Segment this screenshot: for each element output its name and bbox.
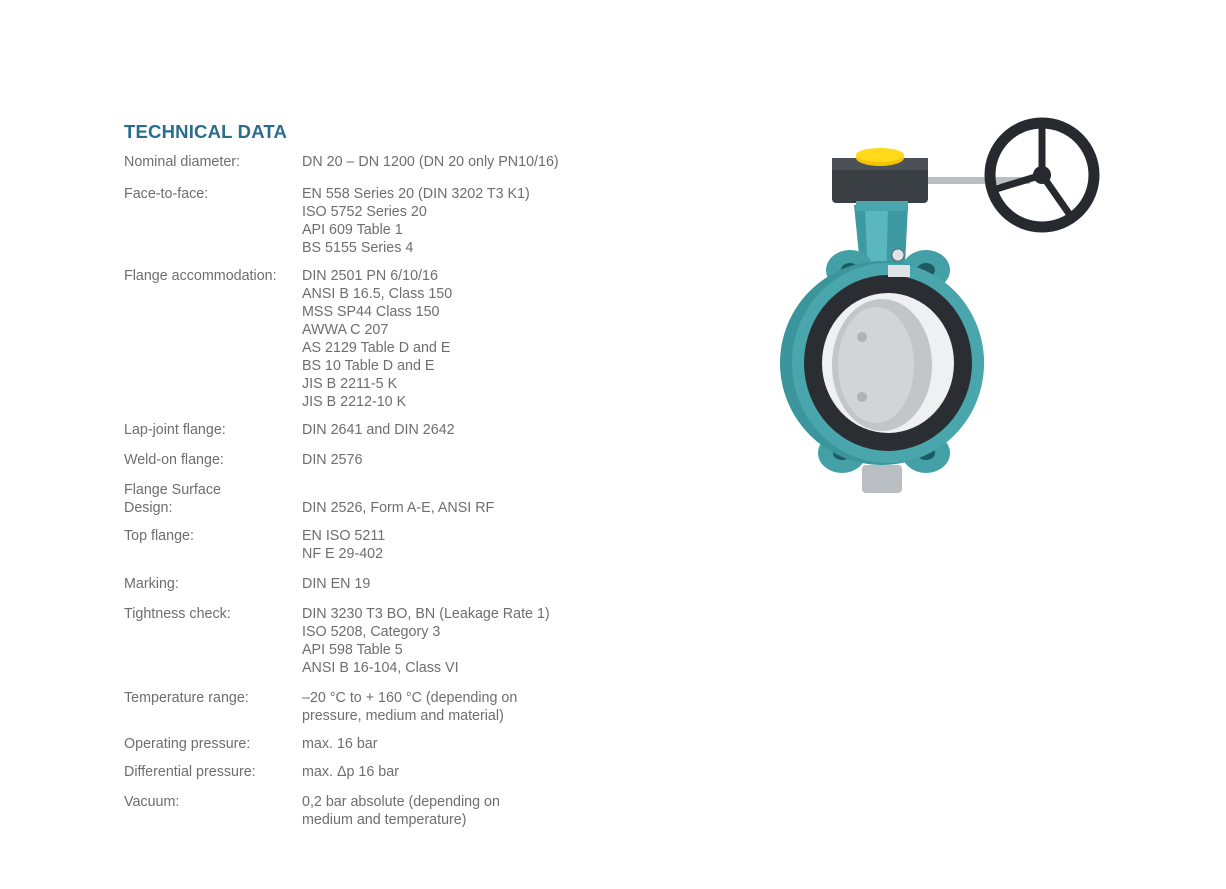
spec-row [124,185,644,257]
spec-values [302,421,644,439]
spec-value [302,481,644,499]
spec-value: EN ISO 5211 [302,528,386,544]
spec-value: medium and temperature) [302,812,467,828]
spec-value: API 598 Table 5 [302,642,403,658]
butterfly-valve-image [770,105,1100,505]
spec-label [124,735,302,753]
handwheel-icon [990,123,1094,227]
spec-label-line: Temperature range: [124,690,249,706]
spec-value: BS 10 Table D and E [302,358,435,374]
spec-value: DIN 2641 and DIN 2642 [302,422,455,438]
spec-row [124,689,644,725]
spec-label [124,575,302,593]
spec-label-line: Vacuum: [124,794,180,810]
spec-values [302,481,644,517]
spec-value: NF E 29-402 [302,546,384,562]
spec-row [124,153,644,171]
spec-value: BS 5155 Series 4 [302,240,414,256]
spec-value: ANSI B 16.5, Class 150 [302,286,453,302]
spec-value: JIS B 2212-10 K [302,394,407,410]
spec-value: pressure, medium and material) [302,708,504,724]
spec-values [302,267,644,411]
spec-value: API 609 Table 1 [302,222,403,238]
spec-value: EN 558 Series 20 (DIN 3202 T3 K1) [302,186,530,202]
spec-values [302,527,644,563]
spec-row [124,451,644,469]
spec-label [124,605,302,677]
spec-value: DN 20 – DN 1200 (DN 20 only PN10/16) [302,154,559,170]
spec-values [302,605,644,677]
spec-label-line: Face-to-face: [124,186,209,202]
spec-label-line: Design: [124,500,173,516]
spec-label-line: Flange Surface [124,482,221,498]
spec-values [302,793,644,829]
spec-label [124,267,302,411]
spec-values [302,763,644,781]
spec-label-line: Differential pressure: [124,764,256,780]
spec-row [124,527,644,563]
spec-label-line: Marking: [124,576,179,592]
technical-data-table [124,153,644,829]
spec-row [124,605,644,677]
spec-value: DIN 2576 [302,452,363,468]
spec-values [302,153,644,171]
spec-label [124,185,302,257]
spec-row [124,267,644,411]
spec-label [124,527,302,563]
spec-value: max. 16 bar [302,736,378,752]
spec-values [302,735,644,753]
spec-value: 0,2 bar absolute (depending on [302,794,500,810]
spec-value: max. Δp 16 bar [302,764,399,780]
spec-label [124,421,302,439]
spec-label [124,481,302,517]
spec-label [124,153,302,171]
spec-value: DIN 3230 T3 BO, BN (Leakage Rate 1) [302,606,550,622]
spec-label-line: Operating pressure: [124,736,251,752]
spec-label-line: Flange accommodation: [124,268,277,284]
spec-row [124,793,644,829]
spec-value: ANSI B 16-104, Class VI [302,660,459,676]
spec-value: MSS SP44 Class 150 [302,304,440,320]
spec-label [124,793,302,829]
spec-value: DIN EN 19 [302,576,371,592]
spec-row [124,763,644,781]
spec-values [302,185,644,257]
spec-values [302,451,644,469]
spec-value: DIN 2501 PN 6/10/16 [302,268,438,284]
spec-value: DIN 2526, Form A-E, ANSI RF [302,500,495,516]
spec-label-line: Lap-joint flange: [124,422,226,438]
spec-value: –20 °C to + 160 °C (depending on [302,690,518,706]
spec-value: ISO 5752 Series 20 [302,204,427,220]
spec-label [124,763,302,781]
spec-value: AWWA C 207 [302,322,389,338]
spec-label-line: Tightness check: [124,606,231,622]
spec-value: JIS B 2211-5 K [302,376,398,392]
spec-values [302,575,644,593]
spec-row [124,421,644,439]
spec-value: ISO 5208, Category 3 [302,624,441,640]
spec-row [124,481,644,517]
spec-label-line: Nominal diameter: [124,154,241,170]
spec-label [124,689,302,725]
spec-value: AS 2129 Table D and E [302,340,451,356]
spec-label [124,451,302,469]
spec-label-line: Top flange: [124,528,194,544]
spec-row [124,575,644,593]
spec-label-line: Weld-on flange: [124,452,224,468]
section-title: TECHNICAL DATA [124,121,288,142]
spec-row [124,735,644,753]
spec-values [302,689,644,725]
